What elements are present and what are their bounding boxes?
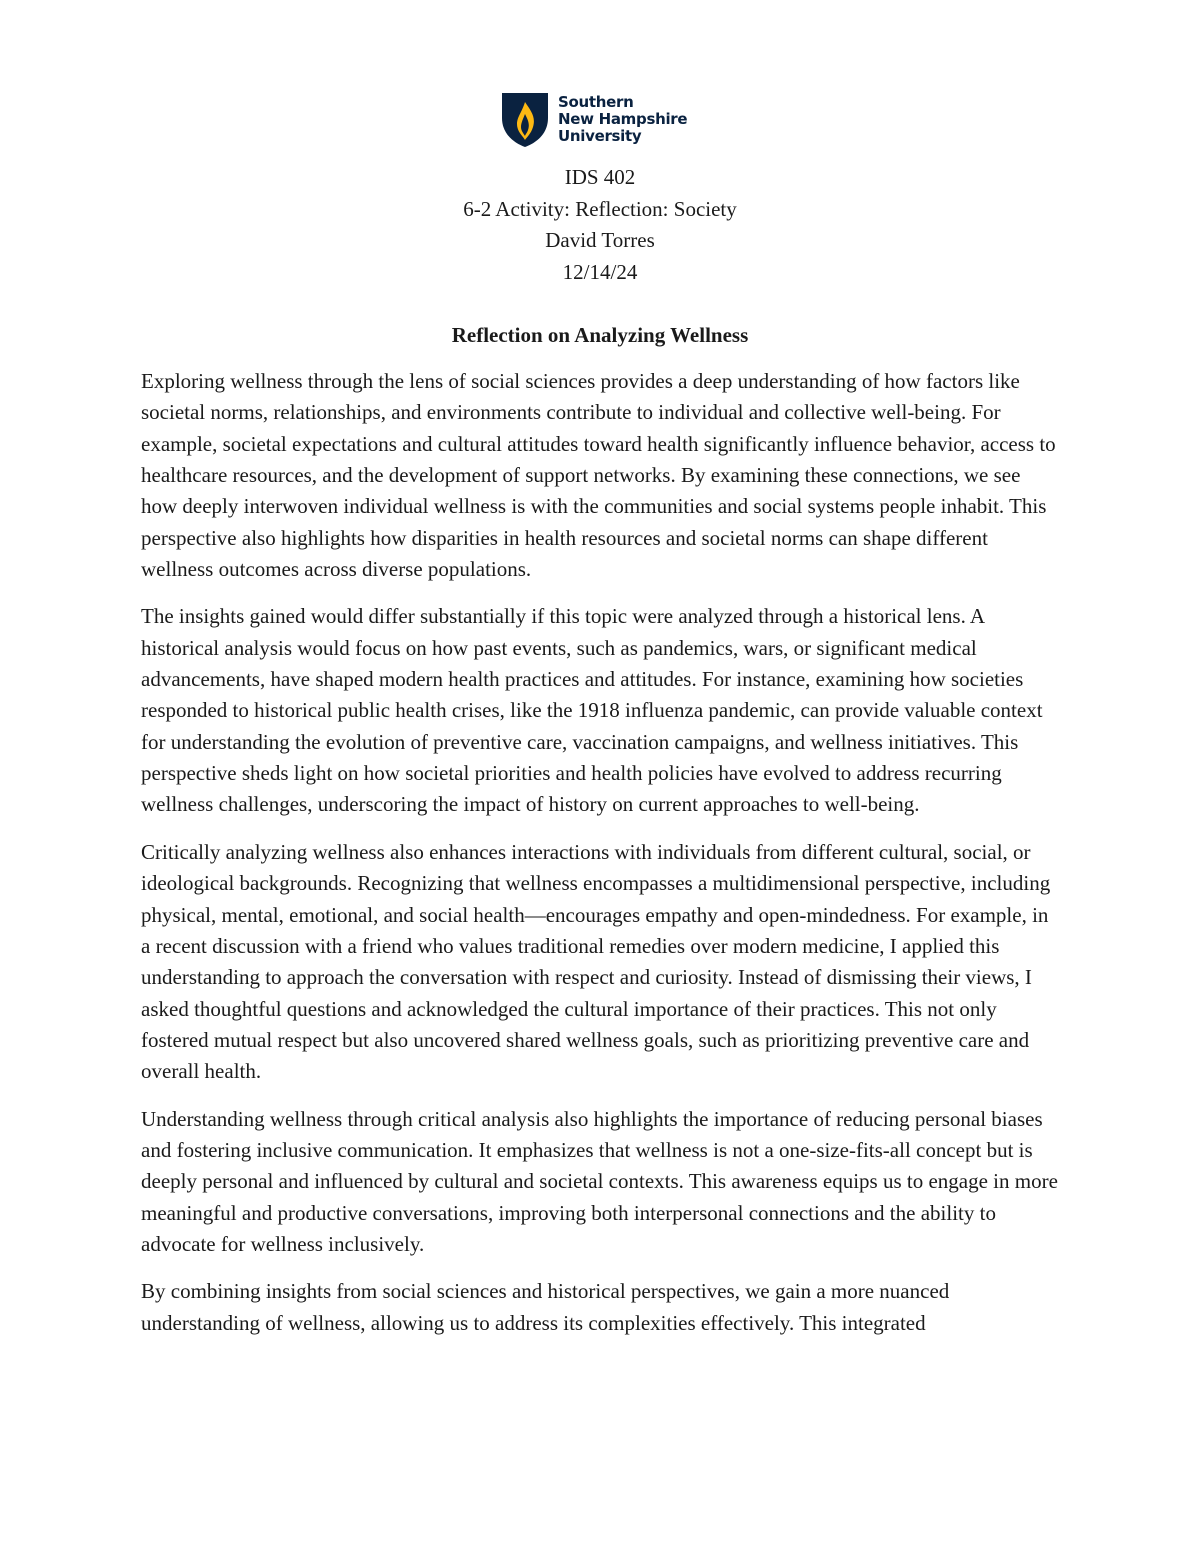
course-code: IDS 402: [564, 165, 636, 189]
logo-wordmark: [558, 94, 687, 145]
logo-line-1: Southern: [558, 92, 634, 111]
logo-line-2: New Hampshire: [558, 109, 688, 128]
submission-date: 12/14/24: [562, 259, 638, 284]
paragraph: The insights gained would differ substantially if this topic were analyzed through a historical lens. A historical analysis would focus on how past events, such as pandemics, wars, or significant medical advancements, have shaped modern health practices and attitudes. For instance, examining how societies responded to historical public health crises, like the 1918 influenza pandemic, can provide valuable context for understanding the evolution of preventive care, vaccination campaigns, and wellness initiatives. This perspective sheds light on how societal priorities and health policies have evolved to address recurring wellness challenges, underscoring the impact of history on current approaches to well-being.: [141, 604, 1043, 817]
assignment-name: 6-2 Activity: Reflection: Society: [463, 196, 737, 221]
author-name: David Torres: [545, 228, 655, 252]
paragraph: Critically analyzing wellness also enhances interactions with individuals from different cultural, social, or ideological backgrounds. Recognizing that wellness encompasses a multidimensional perspective, including physical, mental, emotional, and social health—encourages empathy and open-mindedness. For example, in a recent discussion with a friend who values traditional remedies over modern medicine, I applied this understanding to approach the conversation with respect and curiosity. Instead of dismissing their views, I asked thoughtful questions and acknowledged the cultural importance of their practices. This not only fostered mutual respect but also uncovered shared wellness goals, such as prioritizing preventive care and overall health.: [141, 839, 1051, 1084]
paragraph: Exploring wellness through the lens of social sciences provides a deep understanding of how factors like societal norms, relationships, and environments contribute to individual and collective well-being. For example, societal expectations and cultural attitudes toward health significantly influence behavior, access to healthcare resources, and the development of support networks. By examining these connections, we see how deeply interwoven individual wellness is with the communities and social systems people inhabit. This perspective also highlights how disparities in health resources and societal norms can shape different wellness outcomes across diverse populations.: [141, 369, 1056, 582]
university-logo: [500, 88, 710, 150]
document-title: Reflection on Analyzing Wellness: [451, 323, 749, 347]
paragraph: By combining insights from social sciences and historical perspectives, we gain a more nuanced understanding of wellness, allowing us to address its complexities effectively. This integrated: [141, 1279, 950, 1335]
shield-flame-icon: [500, 90, 550, 148]
logo-line-3: University: [558, 126, 642, 145]
document-header: [0, 162, 1200, 288]
paragraph: Understanding wellness through critical analysis also highlights the importance of reducing personal biases and fostering inclusive communication. It emphasizes that wellness is not a one-size-fits-all concept but is deeply personal and influenced by cultural and societal contexts. This awareness equips us to engage in more meaningful and productive conversations, improving both interpersonal connections and the ability to advocate for wellness inclusively.: [141, 1106, 1058, 1256]
document-body: [141, 366, 1061, 1355]
